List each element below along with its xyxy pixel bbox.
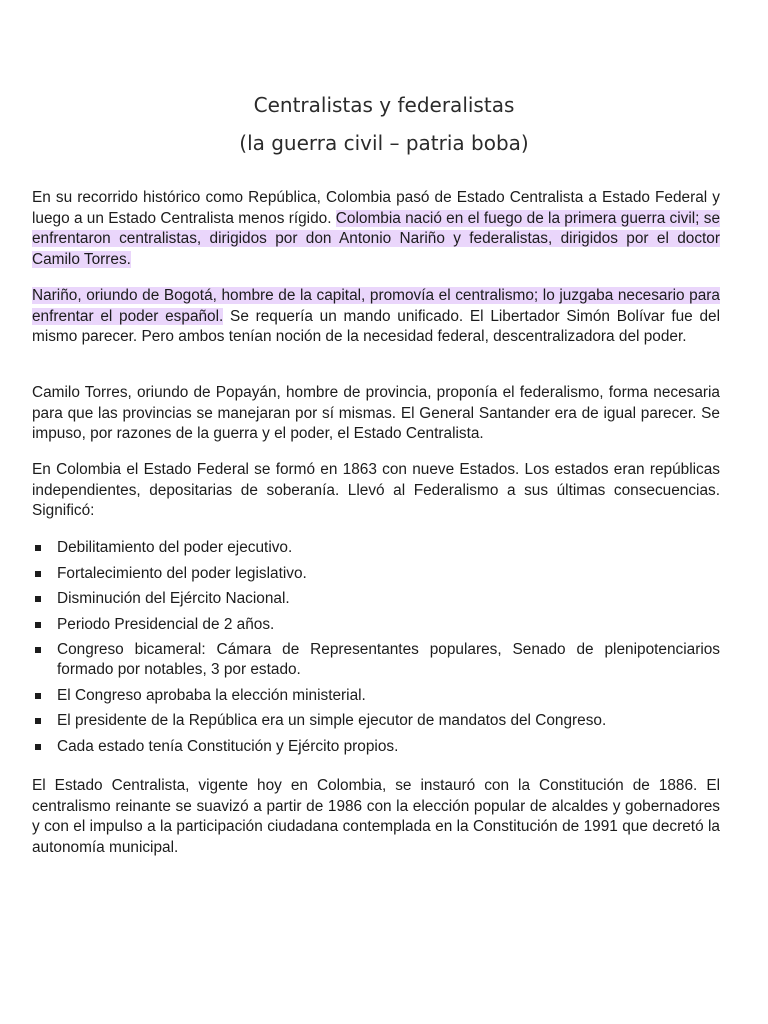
list-item [32,538,720,558]
list-item [32,564,720,584]
list-item-text: El presidente de la República era un simple ejecutor de mandatos del Congreso. [57,712,607,729]
bullet-icon [35,571,41,577]
paragraph-federal-state [32,460,720,522]
document-title: Centralistas y federalistas [253,93,515,117]
paragraph-text: En su recorrido histórico como República, Colombia pasó de Estado Centralista a Estado Federal y luego a un Estado Centralista menos rígido. [32,189,720,227]
bullet-icon [35,622,41,628]
list-item-text: Periodo Presidencial de 2 años. [57,615,275,633]
paragraph-narino [32,286,720,348]
paragraph-text: En Colombia el Estado Federal se formó en 1863 con nueve Estados. Los estados eran repúblicas independientes, depositarias de soberanía. Llevó al Federalismo a sus últimas consecuencias. Significó: [32,461,720,520]
list-item-text: Congreso bicameral: Cámara de Representantes populares, Senado de plenipotenciarios formado por notables, 3 por estado. [57,641,720,678]
list-item-text: Debilitamiento del poder ejecutivo. [57,539,293,556]
bullet-icon [35,744,41,750]
list-item-text: El Congreso aprobaba la elección ministerial. [57,686,366,704]
list-item [32,615,720,635]
highlighted-text: Colombia nació en el fuego de la primera guerra civil; se enfrentaron centralistas, dirigidos por don Antonio Nariño y federalistas, dirigidos por el doctor Camilo Torres. [32,209,721,268]
list-item [32,711,720,731]
list-item [32,737,720,757]
paragraph-text: Se requería un mando unificado. El Libertador Simón Bolívar fue del mismo parecer. Pero ambos tenían noción de la necesidad federal, descentralizadora del poder. [32,307,720,346]
consequences-list [32,538,720,762]
highlighted-text: Nariño, oriundo de Bogotá, hombre de la capital, promovía el centralismo; lo juzgaba necesario para enfrentar el poder español. [32,287,720,325]
list-item-text: Cada estado tenía Constitución y Ejército propios. [57,737,399,755]
paragraph-closing: El Estado Centralista, vigente hoy en Colombia, se instauró con la Constitución de 1886. El centralismo reinante se suavizó a partir de 1986 con la elección popular de alcaldes y gobernadores y con el impulso a la participación ciudadana contemplada en la Constitución de 1991 que decretó la autonomía municipal. [32,777,720,856]
list-item [32,589,720,609]
bullet-icon [35,647,41,653]
paragraph-torres [32,383,720,445]
bullet-icon [35,596,41,602]
list-item [32,686,720,706]
paragraph-text: Camilo Torres, oriundo de Popayán, hombre de provincia, proponía el federalismo, forma necesaria para que las provincias se manejaran por sí mismas. El General Santander era de igual parecer. Se impuso, por razones de la guerra y el poder, el Estado Centralista. [32,384,720,443]
document-subtitle: (la guerra civil – patria boba) [239,131,529,155]
bullet-icon [35,693,41,699]
list-item-text: Fortalecimiento del poder legislativo. [57,564,307,582]
bullet-icon [35,718,41,724]
bullet-icon [35,545,41,551]
list-item [32,640,720,680]
list-item-text: Disminución del Ejército Nacional. [57,590,290,607]
paragraph-intro [32,188,720,270]
